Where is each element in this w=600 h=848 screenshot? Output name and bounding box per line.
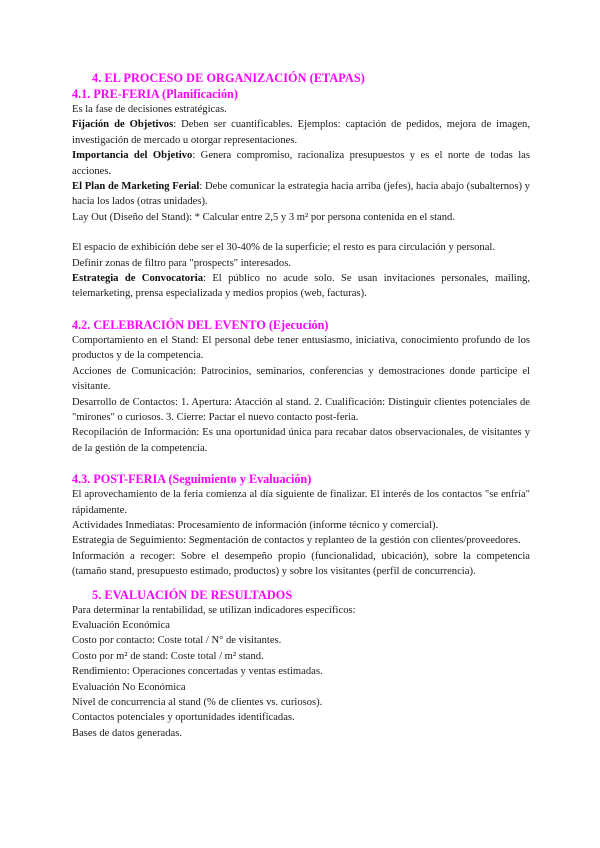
eval-line: Nivel de concurrencia al stand (% de clientes vs. curiosos). — [72, 697, 323, 708]
section-4-2-heading: 4.2. CELEBRACIÓN DEL EVENTO (Ejecución) — [72, 317, 329, 332]
spacer — [72, 580, 530, 587]
pre-intro: Es la fase de decisiones estratégicas. — [72, 104, 227, 115]
pre-zonas: Definir zonas de filtro para "prospects" interesados. — [72, 257, 291, 269]
post-informacion: Información a recoger: Sobre el desempeño propio (funcionalidad, ubicación), sobre la competencia (tamaño stand, presupuesto estimado, productos) y sobre los visitantes (perfil de concurrencia). — [72, 550, 530, 578]
fijacion-text: : Deben ser cuantificables. Ejemplos: captación de pedidos, mejora de imagen, investigación de mercado u otorgar representaciones. — [72, 119, 530, 146]
fijacion-label: Fijación de Objetivos — [72, 119, 174, 131]
spacer — [72, 302, 530, 317]
section-4-1-heading: 4.1. PRE-FERIA (Planificación) — [72, 87, 238, 101]
eval-line: Costo por m² de stand: Coste total / m² stand. — [72, 650, 264, 662]
cel-comportamiento: Comportamiento en el Stand: El personal debe tener entusiasmo, iniciativa, conocimiento profundo de los productos y de la competencia. — [72, 334, 530, 362]
cel-desarrollo: Desarrollo de Contactos: 1. Apertura: Atacción al stand. 2. Cualificación: Distinguir clientes potenciales de "mirones" o curiosos. 3. Cierre: Pactar el nuevo contacto post-feria. — [72, 396, 530, 423]
pre-espacio: El espacio de exhibición debe ser el 30-40% de la superficie; el resto es para circulación y personal. — [72, 242, 495, 254]
spacer — [72, 456, 530, 471]
eval-line: Evaluación No Económica — [72, 681, 186, 693]
eval-line: Costo por contacto: Coste total / N° de visitantes. — [72, 635, 282, 647]
convocatoria-label: Estrategia de Convocatoria — [72, 273, 204, 285]
section-4-heading: 4. EL PROCESO DE ORGANIZACIÓN (ETAPAS) — [92, 71, 365, 85]
eval-line: Bases de datos generadas. — [72, 727, 183, 739]
section-4-3-heading: 4.3. POST-FERIA (Seguimiento y Evaluación) — [72, 472, 312, 487]
post-aprovechamiento: El aprovechamiento de la feria comienza al día siguiente de finalizar. El interés de los contactos "se enfría" rápidamente. — [72, 489, 530, 516]
eval-line: Rendimiento: Operaciones concertadas y ventas estimadas. — [72, 666, 323, 678]
document-page — [72, 70, 530, 741]
pre-plan — [72, 179, 530, 210]
spacer — [72, 225, 530, 240]
section-5-heading: 5. EVALUACIÓN DE RESULTADOS — [92, 587, 293, 602]
plan-label: El Plan de Marketing Ferial — [72, 181, 200, 193]
post-actividades: Actividades Inmediatas: Procesamiento de información (informe técnico y comercial). — [72, 519, 439, 531]
cel-acciones: Acciones de Comunicación: Patrocinios, seminarios, conferencias y demostraciones donde participe el visitante. — [72, 365, 530, 393]
eval-line: Para determinar la rentabilidad, se utilizan indicadores específicos: — [72, 604, 356, 616]
eval-line: Evaluación Económica — [72, 619, 170, 631]
cel-recopilacion: Recopilación de Información: Es una oportunidad única para recabar datos observacionales, de visitantes y de la gestión de la competencia. — [72, 427, 530, 454]
plan-text: : Debe comunicar la estrategia hacia arriba (jefes), hacia abajo (subalternos) y hacia los lados (otras unidades). — [72, 181, 530, 208]
convocatoria-text: : El público no acude solo. Se usan invitaciones personales, mailing, telemarketing, prensa especializada y medios propios (web, facturas). — [72, 273, 530, 300]
eval-line: Contactos potenciales y oportunidades identificadas. — [72, 712, 295, 724]
importancia-text: : Genera compromiso, racionaliza presupuestos y es el norte de todas las acciones. — [72, 150, 530, 177]
pre-layout: Lay Out (Diseño del Stand): * Calcular entre 2,5 y 3 m² por persona contenida en el stand. — [72, 211, 455, 223]
post-estrategia: Estrategia de Seguimiento: Segmentación de contactos y replanteo de la gestión con clientes/proveedores. — [72, 535, 521, 547]
importancia-label: Importancia del Objetivo — [72, 150, 193, 162]
pre-fijacion — [72, 117, 530, 148]
pre-convocatoria — [72, 271, 530, 302]
pre-importancia — [72, 148, 530, 179]
